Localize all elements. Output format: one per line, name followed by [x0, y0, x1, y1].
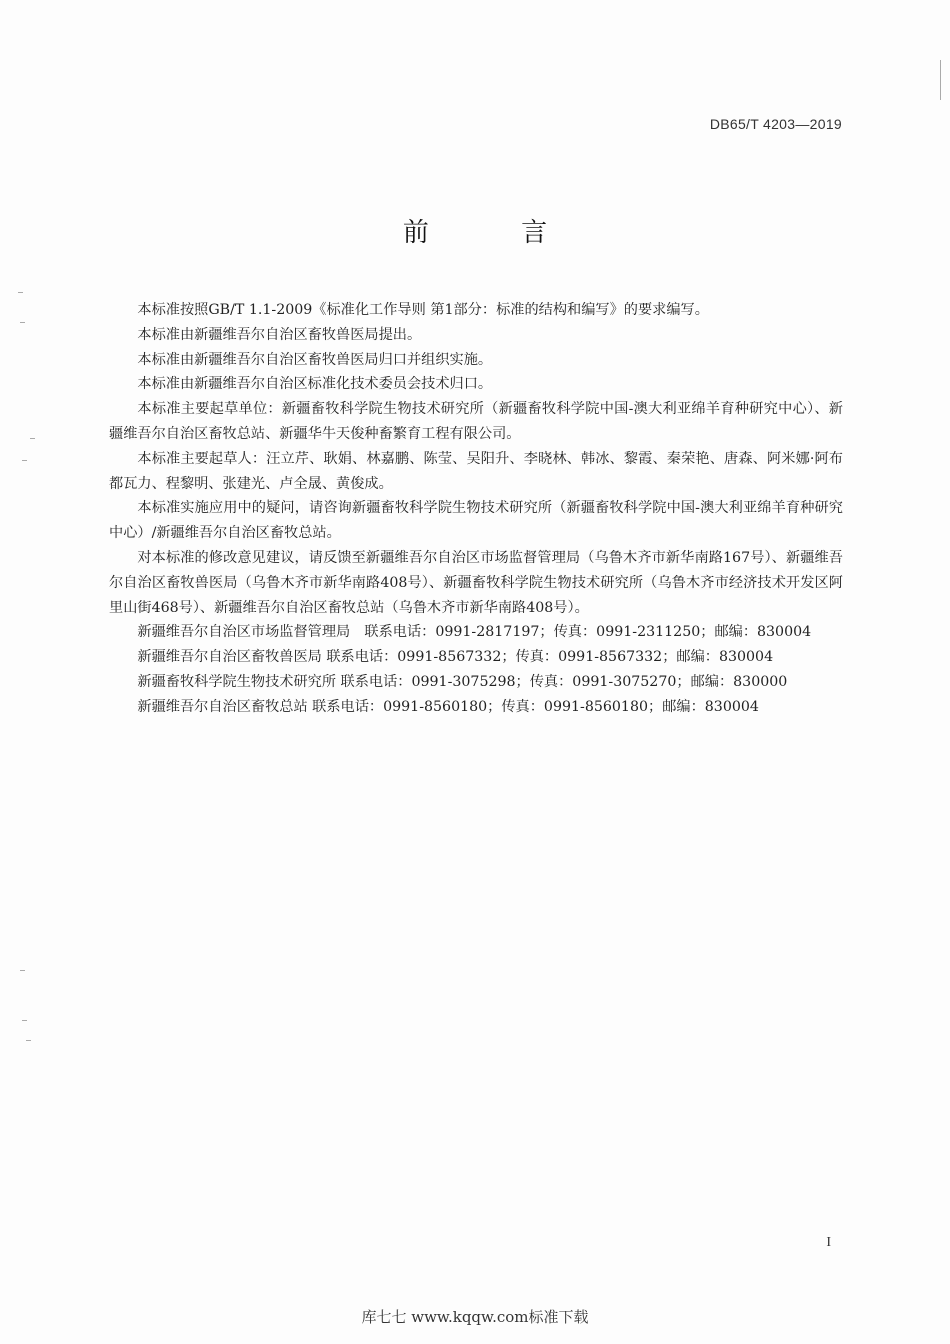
- paragraph-inquiries: 本标准实施应用中的疑问，请咨询新疆畜牧科学院生物技术研究所（新疆畜牧科学院中国-澳大利亚绵羊育种研究中心）/新疆维吾尔自治区畜牧总站。: [109, 500, 843, 542]
- section-title: 前 言: [402, 218, 590, 248]
- scan-mark: [18, 292, 23, 293]
- paragraph-proposer: 本标准由新疆维吾尔自治区畜牧兽医局提出。: [137, 326, 422, 343]
- scan-mark: [22, 460, 27, 461]
- page-number: I: [826, 1235, 831, 1250]
- scan-mark: [20, 322, 25, 323]
- scan-mark: [30, 438, 35, 439]
- document-code: DB65/T 4203—2019: [709, 116, 842, 132]
- contact-line: 新疆维吾尔自治区畜牧兽医局 联系电话：0991-8567332；传真：0991-8567332；邮编：830004: [137, 649, 774, 666]
- contact-line: 新疆维吾尔自治区市场监督管理局 联系电话：0991-2817197；传真：0991-2311250；邮编：830004: [137, 624, 812, 641]
- contact-line: 新疆畜牧科学院生物技术研究所 联系电话：0991-3075298；传真：0991-3075270；邮编：830000: [137, 673, 788, 690]
- foreword-body: [109, 298, 843, 720]
- paragraph-administrator: 本标准由新疆维吾尔自治区畜牧兽医局归口并组织实施。: [137, 351, 493, 368]
- footer-watermark: 库七七 www.kqqw.com标准下载: [361, 1308, 589, 1326]
- paragraph-compilation-basis: 本标准按照GB/T 1.1-2009《标准化工作导则 第1部分：标准的结构和编写》的要求编写。: [137, 302, 709, 318]
- scan-mark: [940, 60, 941, 100]
- scan-mark: [22, 1020, 27, 1021]
- contact-line: 新疆维吾尔自治区畜牧总站 联系电话：0991-8560180；传真：0991-8560180；邮编：830004: [137, 698, 759, 715]
- paragraph-drafters: 本标准主要起草人：汪立芹、耿娟、林嘉鹏、陈莹、吴阳升、李晓林、韩冰、黎霞、秦荣艳、唐森、阿米娜·阿布都瓦力、程黎明、张建光、卢全晟、黄俊成。: [109, 450, 843, 492]
- paragraph-drafting-units: 本标准主要起草单位：新疆畜牧科学院生物技术研究所（新疆畜牧科学院中国-澳大利亚绵羊育种研究中心）、新疆维吾尔自治区畜牧总站、新疆华牛天俊种畜繁育工程有限公司。: [109, 401, 843, 442]
- paragraph-feedback: 对本标准的修改意见建议，请反馈至新疆维吾尔自治区市场监督管理局（乌鲁木齐市新华南路167号）、新疆维吾尔自治区畜牧兽医局（乌鲁木齐市新华南路408号）、新疆畜牧科学院生物技术研究所（乌鲁木齐市经济技术开发区阿里山街468号）、新疆维吾尔自治区畜牧总站（乌鲁木齐市新华南路408号）。: [109, 549, 843, 616]
- scan-mark: [26, 1040, 31, 1041]
- scan-mark: [20, 970, 25, 971]
- paragraph-technical-committee: 本标准由新疆维吾尔自治区标准化技术委员会技术归口。: [137, 376, 493, 393]
